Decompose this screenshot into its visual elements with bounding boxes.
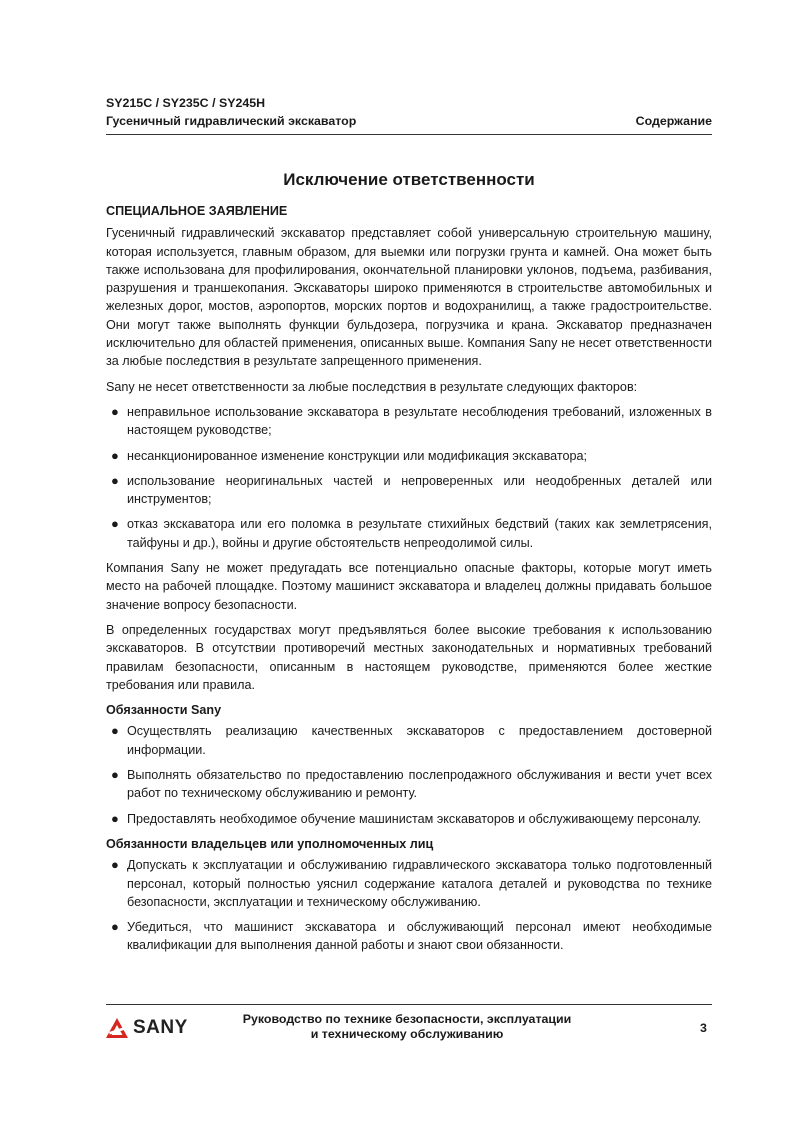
- page-content: [106, 168, 712, 962]
- sany-triangle-icon: [106, 1018, 128, 1038]
- list-item: [106, 722, 712, 759]
- sany-duties-heading: Обязанности Sany: [106, 703, 222, 718]
- header-row: [106, 112, 712, 130]
- list-item-text: использование неоригинальных частей и непроверенных или неодобренных деталей или инструментов;: [127, 473, 712, 507]
- factors-list: [106, 403, 712, 552]
- sany-duties-list: [106, 722, 712, 827]
- list-item-text: Предоставлять необходимое обучение машинистам экскаваторов и обслуживающему персоналу.: [127, 811, 702, 826]
- list-item-text: Допускать к эксплуатации и обслуживанию гидравлического экскаватора только подготовленный персонал, который полностью уяснил содержание каталога деталей и руководства по технике безопасности, эксплуатации и техническому обслуживанию.: [127, 858, 712, 909]
- list-item-text: отказ экскаватора или его поломка в результате стихийных бедствий (таких как землетрясения, тайфуны и др.), войны и другие обстоятельств непреодолимой силы.: [127, 517, 712, 550]
- bullet-icon: ●: [111, 810, 119, 826]
- footer-title-line-2: и техническому обслуживанию: [310, 1027, 504, 1041]
- bullet-icon: ●: [111, 919, 119, 935]
- header-product: Гусеничный гидравлический экскаватор: [106, 114, 357, 128]
- footer-divider: [106, 1004, 712, 1005]
- list-item: [106, 918, 712, 955]
- sany-logo: [106, 1017, 188, 1039]
- bullet-icon: ●: [111, 472, 119, 488]
- list-item: [106, 856, 712, 911]
- owner-duties-list: [106, 856, 712, 954]
- factors-intro-paragraph: Sany не несет ответственности за любые последствия в результате следующих факторов:: [106, 379, 638, 394]
- header-models: SY215C / SY235C / SY245H: [106, 96, 266, 110]
- footer-manual-title: [222, 1012, 592, 1042]
- list-item-text: неправильное использование экскаватора в результате несоблюдения требований, изложенных в настоящем руководстве;: [127, 404, 712, 438]
- page-title: Исключение ответственности: [283, 170, 535, 189]
- list-item: [106, 766, 712, 803]
- list-item: [106, 403, 712, 440]
- special-statement-heading: СПЕЦИАЛЬНОЕ ЗАЯВЛЕНИЕ: [106, 204, 288, 218]
- list-item: [106, 515, 712, 552]
- owner-duties-heading: Обязанности владельцев или уполномоченных лиц: [106, 836, 434, 851]
- bullet-icon: ●: [111, 516, 119, 532]
- header-divider: [106, 134, 712, 135]
- footer-title-line-1: Руководство по технике безопасности, эксплуатации: [242, 1012, 572, 1026]
- list-item-text: несанкционированное изменение конструкции или модификация экскаватора;: [127, 448, 588, 463]
- header-section: Содержание: [635, 114, 712, 128]
- list-item: [106, 472, 712, 509]
- list-item: [106, 447, 712, 465]
- hazards-paragraph: Компания Sany не может предугадать все потенциально опасные факторы, которые могут иметь место на рабочей площадке. Поэтому машинист экскаватора и владелец должны придавать большое значение вопросу безопасности.: [106, 561, 712, 612]
- bullet-icon: ●: [111, 857, 119, 873]
- bullet-icon: ●: [111, 723, 119, 739]
- page-header: [106, 94, 712, 130]
- list-item-text: Осуществлять реализацию качественных экскаваторов с предоставлением достоверной информации.: [127, 724, 712, 757]
- bullet-icon: ●: [111, 403, 119, 419]
- regulations-paragraph: В определенных государствах могут предъявляться более высокие требования к использованию экскаваторов. В отсутствии противоречий местных законодательных и нормативных требований правилам безопасности, описанным в настоящем руководстве, применяются более жесткие требования или правила.: [106, 622, 712, 692]
- list-item-text: Выполнять обязательство по предоставлению послепродажного обслуживания и вести учет всех работ по техническому обслуживанию и ремонту.: [127, 768, 712, 801]
- page-number: 3: [700, 1021, 707, 1035]
- bullet-icon: ●: [111, 447, 119, 463]
- list-item: [106, 810, 712, 828]
- intro-paragraph: Гусеничный гидравлический экскаватор представляет собой универсальную строительную машину, которая используется, главным образом, для выемки или погрузки грунта и камней. Она может быть также использована для профилирования, окончательной планировки уклонов, подъема, разбивания, разрушения и траншекопания. Экскаваторы широко применяются в строительстве автомобильных и железных дорог, мостов, аэропортов, морских портов и водохранилищ, а также градостроительстве. Они могут также выполнять функции бульдозера, погрузчика и крана. Экскаватор предназначен исключительно для областей применения, описанных выше. Компания Sany не несет ответственности за любые последствия в результате запрещенного применения.: [106, 226, 712, 369]
- bullet-icon: ●: [111, 767, 119, 783]
- list-item-text: Убедиться, что машинист экскаватора и обслуживающий персонал имеют необходимые квалификации для выполнения данной работы и знают свои обязанности.: [127, 920, 712, 953]
- logo-text: SANY: [133, 1017, 188, 1038]
